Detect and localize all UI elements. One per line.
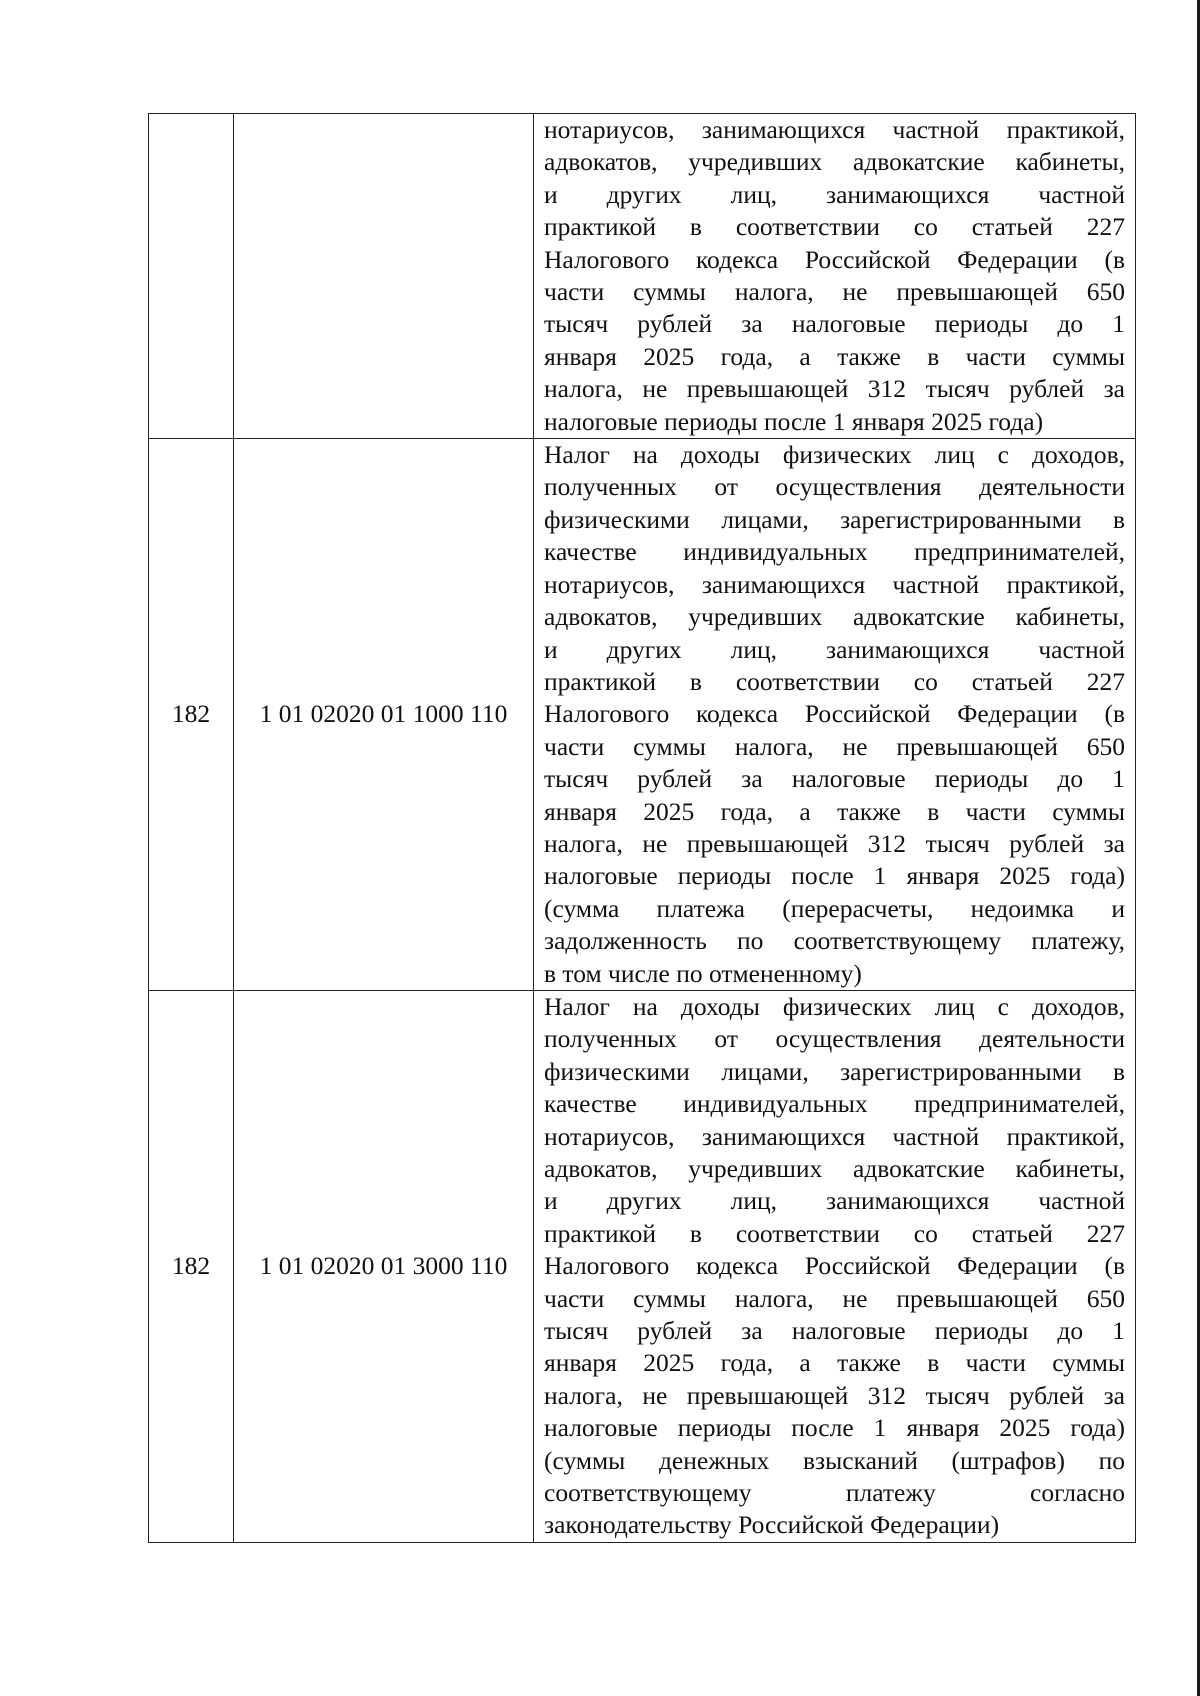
text-line: части суммы налога, не превышающей 650 <box>544 731 1125 761</box>
admin-code-cell: 182 <box>149 990 234 1542</box>
table-row <box>149 439 1136 991</box>
text-line: нотариусов, занимающихся частной практикой, <box>544 569 1125 599</box>
text-line: налога, не превышающей 312 тысяч рублей за <box>544 1380 1125 1410</box>
text-line: физическими лицами, зарегистрированными в <box>544 1056 1125 1086</box>
text-line: части суммы налога, не превышающей 650 <box>544 1283 1125 1313</box>
text-line: практикой в соответствии со статьей 227 <box>544 666 1125 696</box>
text-line: Налогового кодекса Российской Федерации (в <box>544 699 1125 729</box>
income-name-cell <box>534 439 1136 991</box>
text-line: практикой в соответствии со статьей 227 <box>544 212 1125 242</box>
text-line: тысяч рублей за налоговые периоды до 1 <box>544 764 1125 794</box>
text-line: физическими лицами, зарегистрированными в <box>544 504 1125 534</box>
text-line: января 2025 года, а также в части суммы <box>544 1348 1125 1378</box>
text-line: адвокатов, учредивших адвокатские кабинеты, <box>544 602 1125 632</box>
text-line: налоговые периоды после 1 января 2025 года) <box>544 861 1125 891</box>
text-line: в том числе по отмененному) <box>544 958 862 988</box>
text-line: и других лиц, занимающихся частной <box>544 1186 1125 1216</box>
text-line: нотариусов, занимающихся частной практикой, <box>544 115 1125 144</box>
admin-code-cell: 182 <box>149 439 234 991</box>
text-line: и других лиц, занимающихся частной <box>544 634 1125 664</box>
text-line: качестве индивидуальных предпринимателей, <box>544 1089 1125 1119</box>
text-line: налоговые периоды после 1 января 2025 года) <box>544 406 1044 436</box>
text-line: адвокатов, учредивших адвокатские кабинеты, <box>544 147 1125 177</box>
table-row <box>149 990 1136 1542</box>
table-row <box>149 114 1136 439</box>
text-line: качестве индивидуальных предпринимателей, <box>544 537 1125 567</box>
text-line: января 2025 года, а также в части суммы <box>544 341 1125 371</box>
text-line: соответствующему платежу согласно <box>544 1478 1125 1508</box>
income-name-cell <box>534 114 1136 439</box>
text-line: адвокатов, учредивших адвокатские кабинеты, <box>544 1154 1125 1183</box>
kbk-code-cell: 1 01 02020 01 1000 110 <box>234 439 534 991</box>
kbk-code-cell: 1 01 02020 01 3000 110 <box>234 990 534 1542</box>
text-line: Налогового кодекса Российской Федерации (в <box>544 244 1125 274</box>
text-line: части суммы налога, не превышающей 650 <box>544 277 1125 307</box>
text-line: задолженность по соответствующему платежу, <box>544 926 1125 956</box>
text-line: января 2025 года, а также в части суммы <box>544 796 1125 826</box>
text-line: налога, не превышающей 312 тысяч рублей за <box>544 374 1125 404</box>
text-line: законодательству Российской Федерации) <box>544 1510 1000 1540</box>
text-line: полученных от осуществления деятельности <box>544 472 1125 502</box>
text-line: тысяч рублей за налоговые периоды до 1 <box>544 309 1125 339</box>
text-line: Налог на доходы физических лиц с доходов, <box>544 440 1125 470</box>
text-line: полученных от осуществления деятельности <box>544 1024 1125 1054</box>
text-line: нотариусов, занимающихся частной практикой, <box>544 1121 1125 1151</box>
income-name-cell <box>534 990 1136 1542</box>
kbk-code-cell <box>234 114 534 439</box>
text-line: (сумма платежа (перерасчеты, недоимка и <box>544 893 1125 923</box>
text-line: налога, не превышающей 312 тысяч рублей за <box>544 828 1125 858</box>
text-line: тысяч рублей за налоговые периоды до 1 <box>544 1316 1125 1346</box>
budget-classification-table <box>148 113 1136 1543</box>
text-line: налоговые периоды после 1 января 2025 года) <box>544 1413 1125 1443</box>
text-line: Налогового кодекса Российской Федерации (в <box>544 1251 1125 1281</box>
text-line: практикой в соответствии со статьей 227 <box>544 1218 1125 1248</box>
admin-code-cell <box>149 114 234 439</box>
text-line: и других лиц, занимающихся частной <box>544 179 1125 209</box>
text-line: (суммы денежных взысканий (штрафов) по <box>544 1445 1125 1475</box>
text-line: Налог на доходы физических лиц с доходов, <box>544 991 1125 1021</box>
table-body <box>149 114 1136 1543</box>
